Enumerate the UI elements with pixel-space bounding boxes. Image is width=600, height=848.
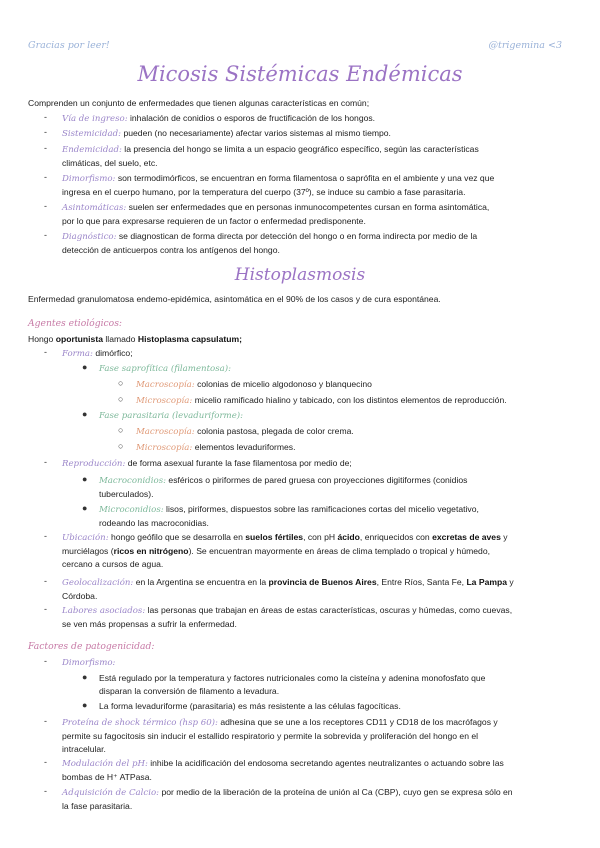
circle-bullet: ○	[118, 378, 124, 388]
dash-bullet: -	[44, 127, 47, 137]
hongo-line: Hongo oportunista llamado Histoplasma capsulatum;	[28, 334, 242, 344]
forma-line: Forma: dimórfico;	[62, 348, 133, 359]
dot-bullet: ●	[82, 362, 88, 372]
macro-saprofitica: Macroscopía: colonias de micelio algodonoso y blanquecino	[136, 379, 372, 390]
dash-bullet: -	[44, 576, 47, 586]
dimorfismo-detail-1: Está regulado por la temperatura y factores nutricionales como la cisteína y adenina monofosfato que disparan la conversión de filamento a levadura.	[99, 673, 486, 697]
feature-dimorfismo: Dimorfismo: son termodimórficos, se encuentran en forma filamentosa o saprófita en el ambiente y una vez que ingresa en el cuerpo humano, por la temperatura del cuerpo (37º), se induce su cambio a fase parasitaria.	[62, 173, 495, 198]
header-left: Gracias por leer!	[28, 40, 110, 51]
fase-parasitaria: Fase parasitaria (levaduriforme):	[99, 411, 244, 421]
ubicacion-line: Ubicación: hongo geófilo que se desarrolla en suelos fértiles, con pH ácido, enriquecidos con excretas de aves y murciélagos (ricos en nitrógeno). Se encuentran mayormente en áreas de clima templado o tropical y húmedo, cercano a cursos de agua.	[62, 532, 508, 570]
reproduccion-line: Reproducción: de forma asexual furante la fase filamentosa por medio de;	[62, 458, 352, 469]
feature-via: Vía de ingreso: inhalación de conidios o esporos de fructificación de los hongos.	[62, 113, 376, 124]
dash-bullet: -	[44, 757, 47, 767]
dimorfismo-detail-2: La forma levaduriforme (parasitaria) es más resistente a las células fagocíticas.	[99, 701, 401, 711]
dash-bullet: -	[44, 347, 47, 357]
dash-bullet: -	[44, 786, 47, 796]
micro-saprofitica: Microscopía: micelio ramificado hialino y tabicado, con los distintos elementos de reproducción.	[136, 395, 507, 406]
dash-bullet: -	[44, 604, 47, 614]
macro-parasitaria: Macroscopía: colonia pastosa, plegada de color crema.	[136, 426, 354, 437]
circle-bullet: ○	[118, 394, 124, 404]
dot-bullet: ●	[82, 474, 88, 484]
feature-endemicidad: Endemicidad: la presencia del hongo se limita a un espacio geográfico específico, según las características climáticas, del suelo, etc.	[62, 144, 479, 169]
heading-agentes: Agentes etiológicos:	[28, 318, 123, 329]
dash-bullet: -	[44, 172, 47, 182]
dash-bullet: -	[44, 143, 47, 153]
dot-bullet: ●	[82, 700, 88, 710]
dot-bullet: ●	[82, 672, 88, 682]
labores-line: Labores asociados: las personas que trabajan en áreas de estas características, oscuras y húmedas, como cuevas, se ven más propensas a sufrir la enfermedad.	[62, 605, 513, 630]
microconidios-line: Microconidios: lisos, piriformes, dispuestos sobre las ramificaciones cortas del micelio vegetativo, rodeando las macroconidias.	[99, 504, 479, 529]
modulacion-ph-line: Modulación del pH: inhibe la acidificación del endosoma secretando agentes neutralizantes o actuando sobre las bombas de H⁺ ATPasa.	[62, 758, 504, 783]
dash-bullet: -	[44, 230, 47, 240]
feature-asintomaticas: Asintomáticas: suelen ser enfermedades que en personas inmunocompetentes cursan en forma asintomática, por lo que para expresarse requieren de un factor o enfermedad predisponente.	[62, 202, 490, 227]
dot-bullet: ●	[82, 503, 88, 513]
header-right: @trigemina <3	[488, 40, 562, 51]
heading-factores: Factores de patogenicidad:	[28, 641, 155, 652]
dimorfismo-line: Dimorfismo:	[62, 658, 116, 668]
dash-bullet: -	[44, 201, 47, 211]
intro-text: Comprenden un conjunto de enfermedades que tienen algunas características en común;	[28, 98, 370, 108]
dot-bullet: ●	[82, 409, 88, 419]
feature-sistemicidad: Sistemicidad: pueden (no necesariamente) afectar varios sistemas al mismo tiempo.	[62, 128, 391, 139]
dash-bullet: -	[44, 656, 47, 666]
histo-intro: Enfermedad granulomatosa endemo-epidémica, asintomática en el 90% de los casos y de cura espontánea.	[28, 294, 441, 304]
circle-bullet: ○	[118, 441, 124, 451]
feature-diagnostico: Diagnóstico: se diagnostican de forma directa por detección del hongo o en forma indirecta por medio de la detección de anticuerpos contra los antígenos del hongo.	[62, 231, 478, 256]
micro-parasitaria: Microscopía: elementos levaduriformes.	[136, 442, 296, 453]
dash-bullet: -	[44, 112, 47, 122]
dash-bullet: -	[44, 531, 47, 541]
section-title-histoplasmosis: Histoplasmosis	[234, 265, 366, 285]
page-title: Micosis Sistémicas Endémicas	[137, 62, 463, 86]
calcio-line: Adquisición de Calcio: por medio de la liberación de la proteína de unión al Ca (CBP), cuyo gen se expresa sólo en la fase parasitaria.	[62, 787, 513, 812]
shock-termico-line: Proteína de shock térmico (hsp 60): adhesina que se une a los receptores CD11 y CD18 de los macrófagos y permite su fagocitosis sin inducir el estallido respiratorio y permite la sobrevida y proliferación del hongo en el intracelular.	[62, 717, 498, 755]
dash-bullet: -	[44, 716, 47, 726]
dash-bullet: -	[44, 457, 47, 467]
fase-saprofitica: Fase saprofítica (filamentosa):	[99, 364, 231, 374]
macroconidios-line: Macroconidios: esféricos o piriformes de pared gruesa con proyecciones digitiformes (conidios tuberculados).	[99, 475, 468, 500]
circle-bullet: ○	[118, 425, 124, 435]
geolocalizacion-line: Geolocalización: en la Argentina se encuentra en la provincia de Buenos Aires, Entre Ríos, Santa Fe, La Pampa y Córdoba.	[62, 577, 514, 602]
